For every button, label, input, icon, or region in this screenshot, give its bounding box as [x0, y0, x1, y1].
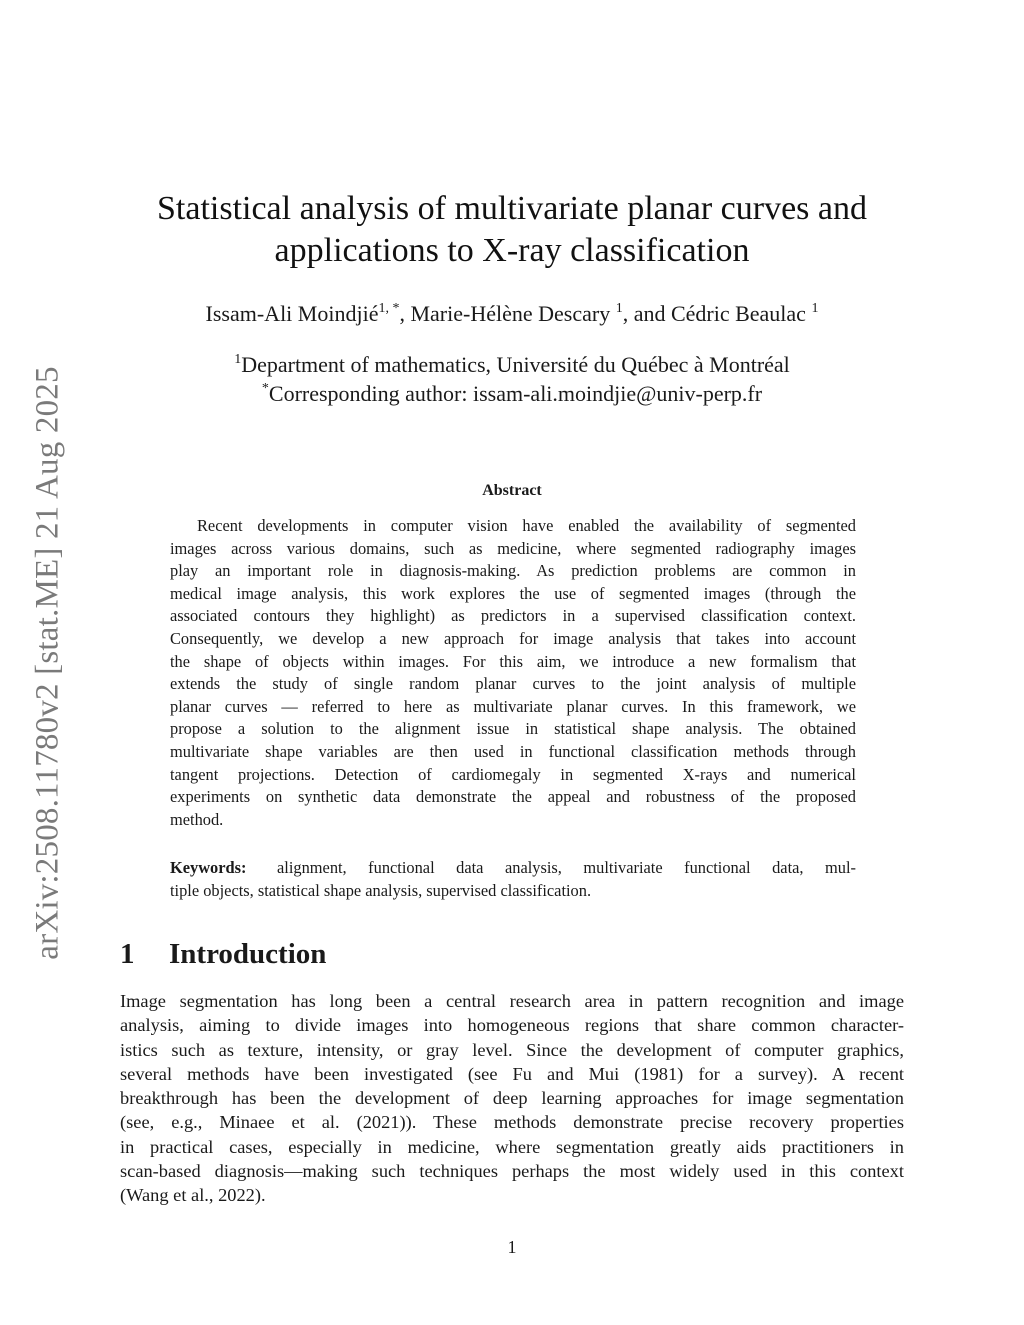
body-line: istics such as texture, intensity, or gray level. Since the development of computer graphics,	[120, 1039, 904, 1060]
section-number: 1	[120, 938, 135, 970]
abstract-line: tangent projections. Detection of cardiomegaly in segmented X-rays and numerical	[170, 764, 856, 784]
title-line: Statistical analysis of multivariate planar curves and	[157, 190, 867, 227]
keywords-label: Keywords:	[170, 858, 247, 877]
keywords-line: tiple objects, statistical shape analysis, supervised classification.	[170, 880, 592, 900]
author-affiliation-mark: 1	[811, 301, 819, 316]
arxiv-identifier: arXiv:2508.11780v2 [stat.ME] 21 Aug 2025	[29, 366, 66, 960]
abstract-line: extends the study of single random planar curves to the joint analysis of multiple	[170, 674, 856, 694]
author-affiliation-mark: 1, *	[378, 301, 400, 316]
department-text: Department of mathematics, Université du Québec à Montréal	[241, 352, 790, 377]
affiliations	[110, 350, 914, 408]
abstract-line: propose a solution to the alignment issue in statistical shape analysis. The obtained	[170, 719, 856, 739]
department-mark: 1	[234, 352, 242, 367]
page-number: 1	[507, 1237, 517, 1257]
body-line: several methods have been investigated (see Fu and Mui (1981) for a survey). A recent	[120, 1063, 904, 1084]
author-list	[110, 300, 914, 328]
abstract-line: images across various domains, such as medicine, where segmented radiography images	[170, 538, 856, 558]
department-line	[110, 350, 914, 379]
body-line: (Wang et al., 2022).	[120, 1185, 266, 1206]
abstract-line: the shape of objects within images. For this aim, we introduce a new formalism that	[170, 651, 856, 671]
author-name: Cédric Beaulac	[670, 301, 812, 326]
corresponding-author-text: Corresponding author: issam-ali.moindjie@univ-perp.fr	[268, 381, 763, 406]
author-name: Issam-Ali Moindjié	[205, 301, 379, 326]
corresponding-author-line	[110, 379, 914, 408]
abstract-line: play an important role in diagnosis-making. As prediction problems are common in	[170, 561, 856, 581]
author-name: Marie-Hélène Descary	[410, 301, 616, 326]
author-separator: ,	[399, 301, 411, 326]
section-heading	[120, 936, 326, 972]
author-affiliation-mark: 1	[615, 301, 623, 316]
abstract-line: experiments on synthetic data demonstrate the appeal and robustness of the proposed	[170, 787, 856, 807]
body-line: scan-based diagnosis—making such techniques perhaps the most widely used in this context	[120, 1161, 904, 1182]
section-title: Introduction	[169, 938, 327, 970]
body-line: analysis, aiming to divide images into homogeneous regions that share common character-	[120, 1015, 904, 1036]
body-line: in practical cases, especially in medicine, where segmentation greatly aids practitioners in	[120, 1136, 904, 1157]
body-line: Image segmentation has long been a central research area in pattern recognition and image	[120, 991, 904, 1011]
keywords-text: alignment, functional data analysis, multivariate functional data, mul-	[277, 858, 856, 877]
abstract-line: planar curves — referred to here as multivariate planar curves. In this framework, we	[170, 696, 856, 716]
keywords-line	[170, 857, 856, 880]
body-line: breakthrough has been the development of deep learning approaches for image segmentation	[120, 1088, 904, 1109]
author-separator: , and	[622, 301, 671, 326]
corresponding-mark: *	[261, 381, 269, 396]
abstract-line: Recent developments in computer vision have enabled the availability of segmented	[197, 516, 856, 535]
abstract-body	[170, 515, 856, 831]
introduction-paragraph	[120, 989, 904, 1208]
title-line: applications to X-ray classification	[274, 232, 750, 269]
paper-title	[110, 188, 914, 272]
abstract-line: method.	[170, 809, 224, 829]
body-line: (see, e.g., Minaee et al. (2021)). These methods demonstrate precise recovery properties	[120, 1112, 904, 1133]
abstract-heading: Abstract	[482, 482, 542, 499]
abstract-line: medical image analysis, this work explores the use of segmented images (through the	[170, 583, 856, 603]
keywords-block	[170, 857, 856, 902]
abstract-line: multivariate shape variables are then used in functional classification methods through	[170, 741, 856, 761]
abstract-line: associated contours they highlight) as predictors in a supervised classification context.	[170, 606, 856, 626]
abstract-line: Consequently, we develop a new approach for image analysis that takes into account	[170, 628, 856, 648]
